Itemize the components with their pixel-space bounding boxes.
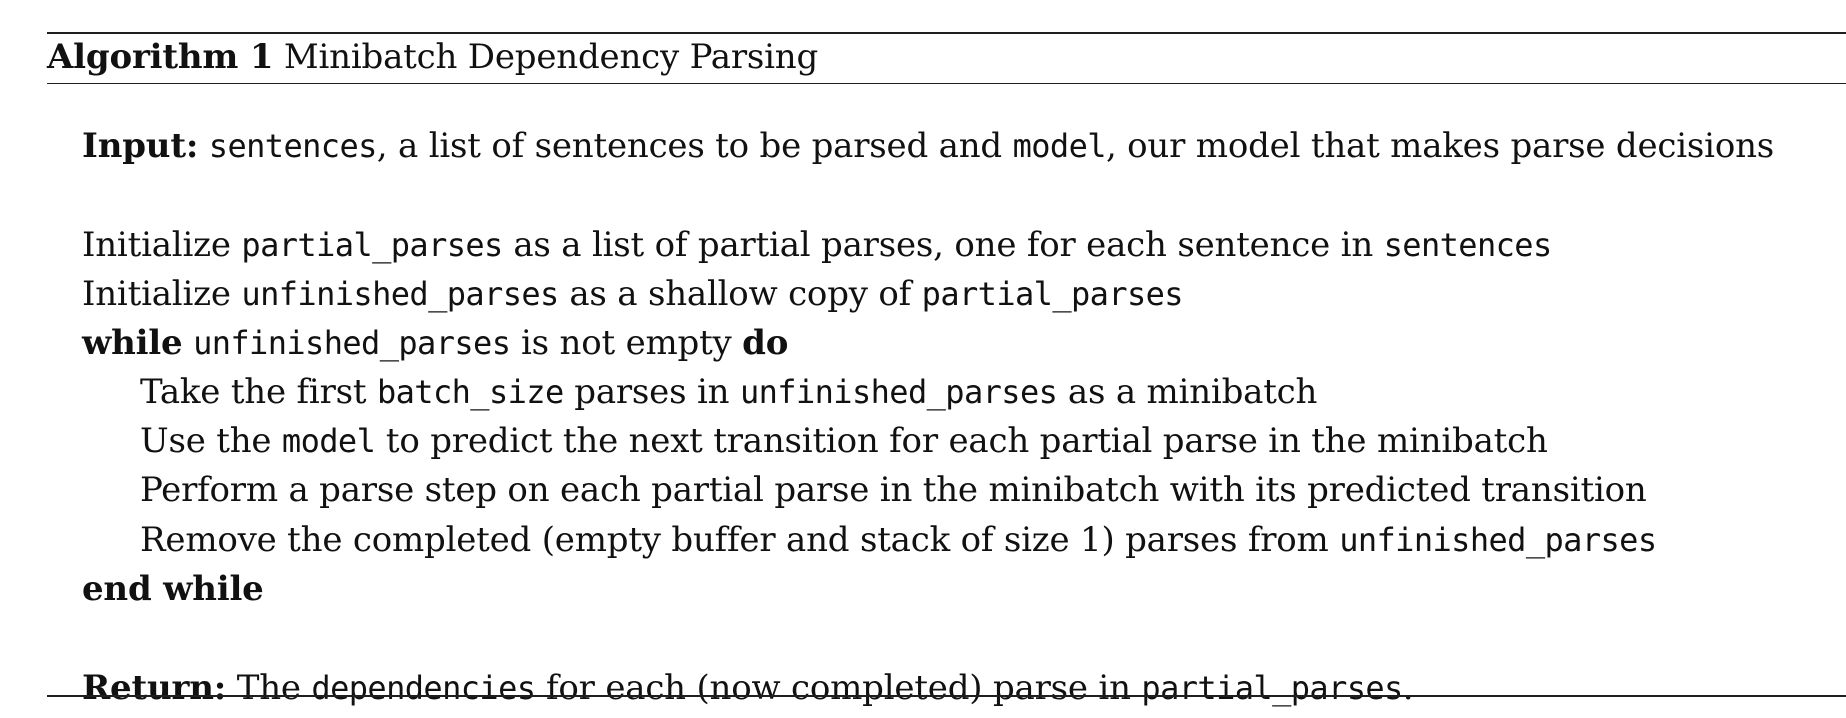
input-text-2: , our model that makes parse decisions [1105,126,1775,166]
caption-label: Algorithm 1 [47,37,274,77]
return-label: Return: [82,668,227,708]
input-text-1: , a list of sentences to be parsed and [376,126,1013,166]
step1-var-unfinished-parses: unfinished_parses [739,373,1058,411]
init1-var-partial-parses: partial_parses [241,226,503,264]
algorithm-block [47,32,1846,708]
input-label: Input: [82,126,199,166]
step2-text-1: Use the [140,421,282,461]
step-take-minibatch [140,372,1317,412]
return-text-2: for each (now completed) parse in [535,668,1142,708]
init2-var-partial-parses: partial_parses [921,275,1183,313]
caption-rule [47,83,1846,84]
top-rule [47,32,1846,34]
init1-text-1: Initialize [82,225,242,265]
return-text-1: The [226,668,312,708]
input-line [82,126,1774,166]
step1-var-batch-size: batch_size [376,373,564,411]
input-var-sentences: sentences [208,127,377,165]
step3-text-1: Perform a parse step on each partial parse in the minibatch with its predicted transition [140,470,1647,510]
init-partial-parses-line [82,225,1552,265]
step1-text-1: Take the first [140,372,377,412]
step-remove-completed [140,520,1657,560]
step2-text-2: to predict the next transition for each partial parse in the minibatch [375,421,1548,461]
return-var-partial-parses: partial_parses [1141,669,1403,707]
end-while-line: end while [82,569,264,609]
step2-var-model: model [281,422,376,460]
init2-var-unfinished-parses: unfinished_parses [241,275,559,313]
step1-text-3: as a minibatch [1057,372,1318,412]
input-var-model: model [1012,127,1106,165]
return-text-3: . [1402,668,1414,708]
while-var-unfinished-parses: unfinished_parses [193,324,511,362]
while-text: is not empty [510,323,743,363]
do-keyword: do [742,323,789,363]
init2-text-2: as a shallow copy of [558,274,922,314]
algorithm-caption [47,37,818,77]
bottom-rule [47,695,1846,697]
init-unfinished-parses-line [82,274,1183,314]
step4-text-1: Remove the completed (empty buffer and stack of size 1) parses from [140,520,1340,560]
return-var-dependencies: dependencies [311,669,536,707]
caption-title: Minibatch Dependency Parsing [283,37,819,77]
while-keyword: while [82,323,183,363]
init1-var-sentences: sentences [1383,226,1552,264]
init2-text-1: Initialize [82,274,242,314]
return-line [82,668,1413,708]
init1-text-2: as a list of partial parses, one for each sentence in [502,225,1384,265]
step-perform-parse [140,470,1647,510]
while-line [82,323,788,363]
step1-text-2: parses in [563,372,740,412]
step-predict-transition [140,421,1548,461]
step4-var-unfinished-parses: unfinished_parses [1339,521,1657,559]
